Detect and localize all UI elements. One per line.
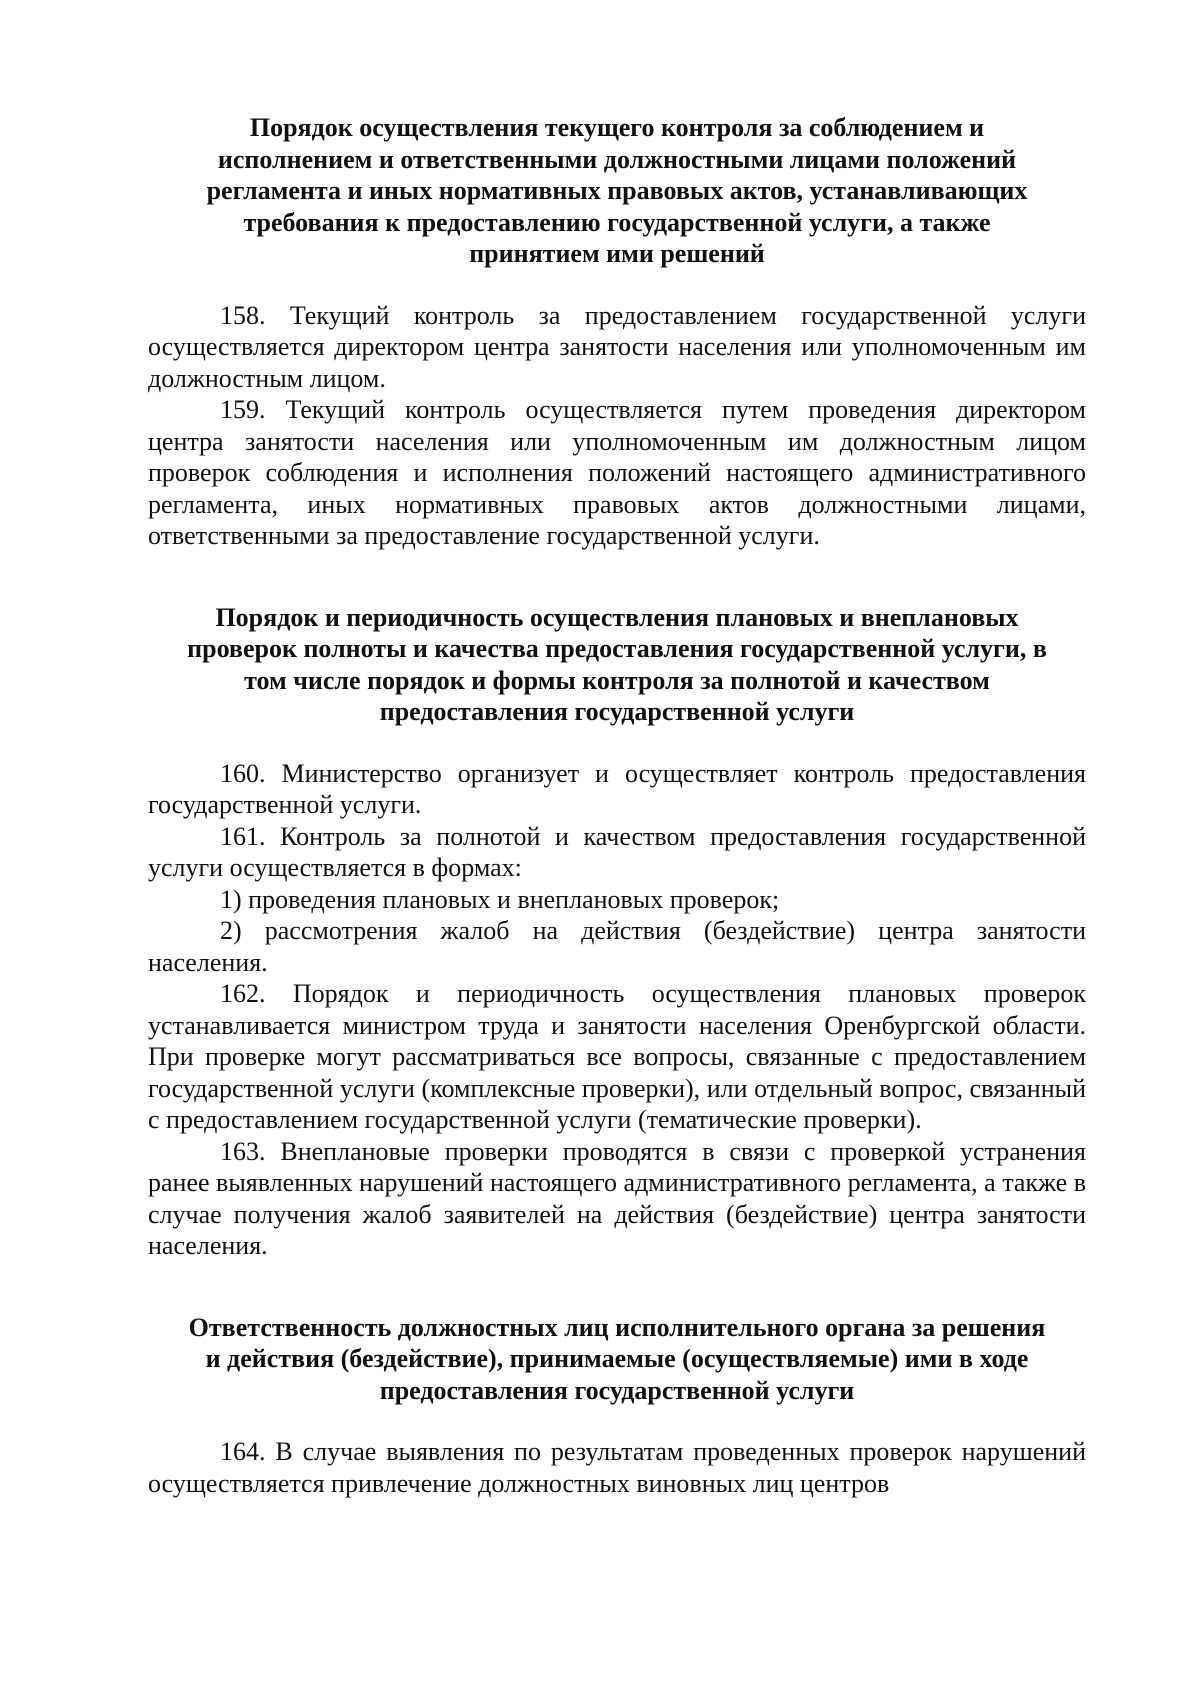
paragraph-160: 160. Министерство организует и осуществляет контроль предоставления государственной услуги. — [148, 758, 1086, 819]
paragraph-159: 159. Текущий контроль осуществляется путем проведения директором центра занятости населения или уполномоченным им должностным лицом проверок соблюдения и исполнения положений настоящего административного регламента, иных нормативных правовых актов должностными лицами, ответственными за предоставление государственной услуги. — [148, 395, 1086, 550]
section-current-control — [148, 112, 1086, 552]
section-responsibility — [148, 1312, 1086, 1500]
list-item-2: 2) рассмотрения жалоб на действия (бездействие) центра занятости населения. — [148, 916, 1086, 977]
section-inspections — [148, 602, 1086, 1262]
section-heading: Порядок осуществления текущего контроля за соблюдением и исполнением и ответственными должностными лицами положений регламента и иных нормативных правовых актов, устанавливающих требования к предоставлению государственной услуги, а также принятием ими решений — [206, 113, 1028, 268]
paragraph-163: 163. Внеплановые проверки проводятся в связи с проверкой устранения ранее выявленных нарушений настоящего административного регламента, а также в случае получения жалоб заявителей на действия (бездействие) центра занятости населения. — [148, 1136, 1086, 1260]
paragraph-161: 161. Контроль за полнотой и качеством предоставления государственной услуги осуществляется в формах: — [148, 821, 1086, 882]
document-body — [148, 112, 1086, 1499]
list-item-1: 1) проведения плановых и внеплановых проверок; — [220, 884, 780, 914]
paragraph-158: 158. Текущий контроль за предоставлением государственной услуги осуществляется директором центра занятости населения или уполномоченным им должностным лицом. — [148, 300, 1086, 393]
paragraph-162: 162. Порядок и периодичность осуществления плановых проверок устанавливается министром труда и занятости населения Оренбургской области. При проверке могут рассматриваться все вопросы, связанные с предоставлением государственной услуги (комплексные проверки), или отдельный вопрос, связанный с предоставлением государственной услуги (тематические проверки). — [148, 979, 1086, 1134]
paragraph-164: 164. В случае выявления по результатам проведенных проверок нарушений осуществляется привлечение должностных виновных лиц центров — [148, 1437, 1086, 1498]
section-heading: Порядок и периодичность осуществления плановых и внеплановых проверок полноты и качества предоставления государственной услуги, в том числе порядок и формы контроля за полнотой и качеством предоставления государственной услуги — [187, 602, 1047, 726]
section-heading: Ответственность должностных лиц исполнительного органа за решения и действия (бездействие), принимаемые (осуществляемые) ими в ходе предоставления государственной услуги — [188, 1312, 1046, 1405]
